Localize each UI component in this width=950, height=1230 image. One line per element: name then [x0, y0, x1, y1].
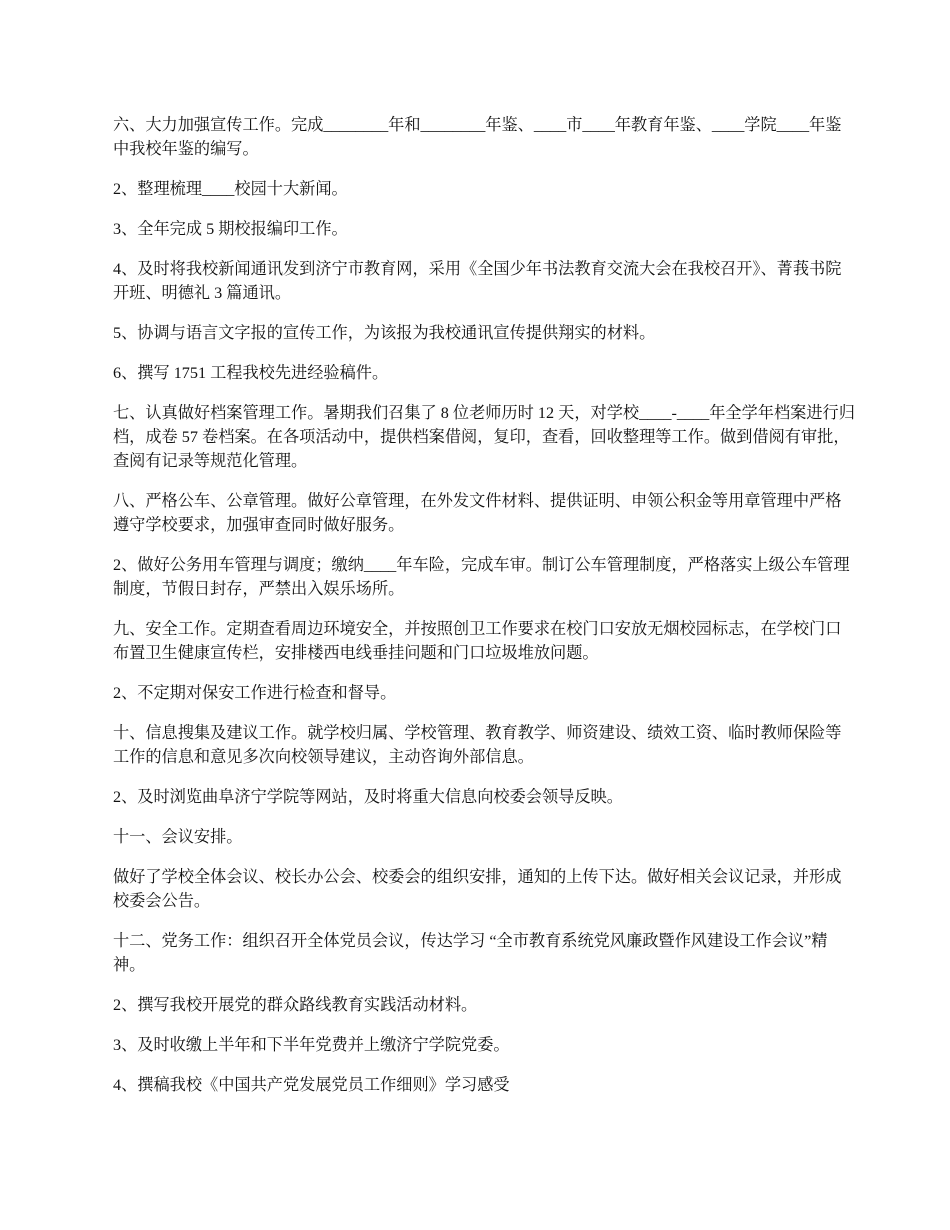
paragraph-school-paper: 3、全年完成 5 期校报编印工作。: [113, 220, 348, 238]
paragraph-mass-line: 2、撰写我校开展党的群众路线教育实践活动材料。: [113, 996, 478, 1014]
paragraph-archives: 七、认真做好档案管理工作。暑期我们召集了 8 位老师历时 12 天，对学校____-____年全学年档案进行归档，成卷 57 卷档案。在各项活动中，提供档案借阅，复印，查看，回收整理等工作。做到借阅有审批，查阅有记录等规范化管理。: [113, 404, 855, 470]
paragraph-campus-news: 2、整理梳理____校园十大新闻。: [113, 180, 348, 198]
paragraph-information: 十、信息搜集及建议工作。就学校归属、学校管理、教育教学、师资建设、绩效工资、临时教师保险等工作的信息和意见多次向校领导建议，主动咨询外部信息。: [113, 724, 842, 766]
paragraph-1751-project: 6、撰写 1751 工程我校先进经验稿件。: [113, 364, 389, 382]
paragraph-websites: 2、及时浏览曲阜济宁学院等网站，及时将重大信息向校委会领导反映。: [113, 788, 623, 806]
paragraph-security-guard: 2、不定期对保安工作进行检查和督导。: [113, 684, 397, 702]
paragraph-vehicle-seal: 八、严格公车、公章管理。做好公章管理，在外发文件材料、提供证明、申领公积金等用章管理中严格遵守学校要求，加强审查同时做好服务。: [113, 492, 842, 534]
paragraph-meetings: 做好了学校全体会议、校长办公会、校委会的组织安排，通知的上传下达。做好相关会议记录，并形成校委会公告。: [113, 868, 842, 910]
paragraph-party-affairs: 十二、党务工作：组织召开全体党员会议，传达学习 “全市教育系统党风廉政暨作风建设工作会议”精神。: [113, 932, 828, 974]
document-body: [113, 113, 855, 1113]
paragraph-vehicle-management: 2、做好公务用车管理与调度；缴纳____年车险，完成车审。制订公车管理制度，严格落实上级公车管理制度，节假日封存，严禁出入娱乐场所。: [113, 556, 850, 598]
paragraph-safety: 九、安全工作。定期查看周边环境安全，并按照创卫工作要求在校门口安放无烟校园标志，在学校门口布置卫生健康宣传栏，安排楼西电线垂挂问题和门口垃圾堆放问题。: [113, 620, 842, 662]
paragraph-publicity: 六、大力加强宣传工作。完成________年和________年鉴、____市____年教育年鉴、____学院____年鉴中我校年鉴的编写。: [113, 116, 842, 158]
paragraph-meetings-heading: 十一、会议安排。: [113, 828, 243, 846]
paragraph-party-dues: 3、及时收缴上半年和下半年党费并上缴济宁学院党委。: [113, 1036, 510, 1054]
paragraph-study-reflection: 4、撰稿我校《中国共产党发展党员工作细则》学习感受: [113, 1076, 510, 1094]
paragraph-language-paper: 5、协调与语言文字报的宣传工作，为该报为我校通讯宣传提供翔实的材料。: [113, 324, 656, 342]
paragraph-news-reports: 4、及时将我校新闻通讯发到济宁市教育网，采用《全国少年书法教育交流大会在我校召开》、菁莪书院开班、明德礼 3 篇通讯。: [113, 260, 842, 302]
